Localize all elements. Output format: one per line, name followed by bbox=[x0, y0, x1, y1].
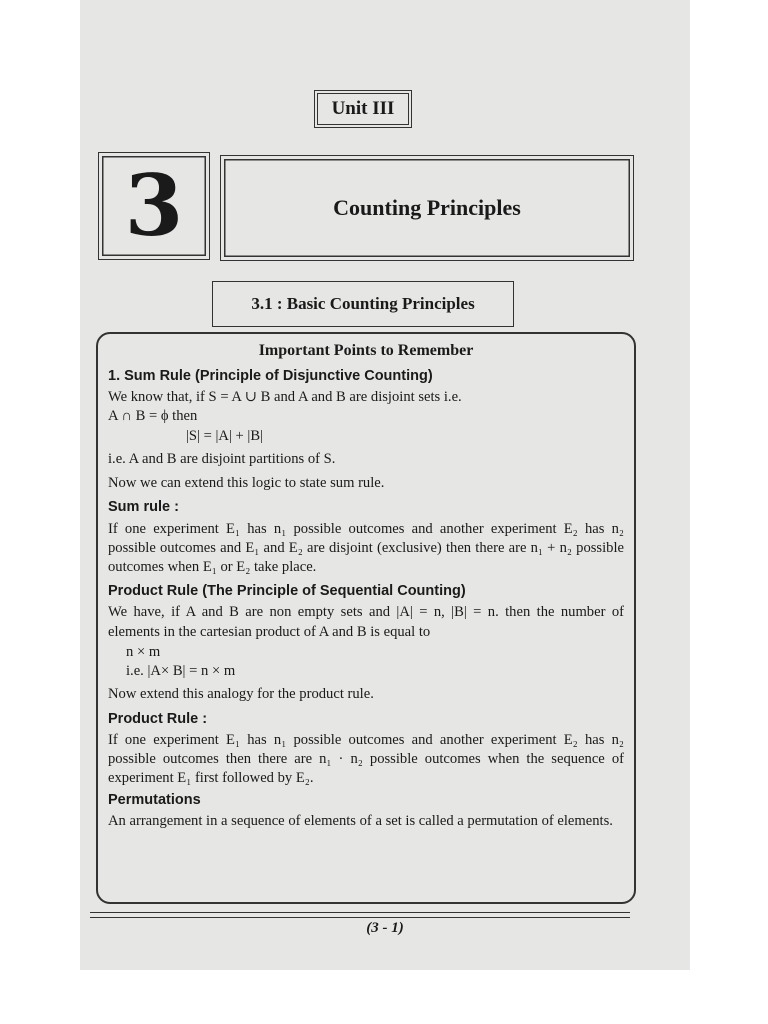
product-rule-text: If one experiment E₁ has n₁ possible outcomes and another experiment E₂ has n₂ possible outcomes then there are n₁ · n₂ possible outcomes when the sequence of experiment E₁ first followed by E₂. bbox=[108, 731, 624, 787]
sum-formula: |S| = |A| + |B| bbox=[186, 427, 263, 444]
sum-partition: i.e. A and B are disjoint partitions of S. bbox=[108, 450, 336, 467]
important-points-box bbox=[96, 332, 636, 904]
sum-extend: Now we can extend this logic to state sum rule. bbox=[108, 475, 385, 492]
product-heading: Product Rule (The Principle of Sequential Counting) bbox=[108, 583, 466, 600]
bottom-rule bbox=[90, 912, 630, 918]
sum-intro-line2: A ∩ B = ϕ then bbox=[108, 408, 198, 425]
product-rule-label: Product Rule : bbox=[108, 710, 208, 727]
book-page bbox=[80, 0, 690, 970]
product-intro: We have, if A and B are non empty sets and |A| = n, |B| = n. then the number of elements in the cartesian product of A and B is equal to bbox=[108, 604, 624, 640]
section-heading: 3.1 : Basic Counting Principles bbox=[212, 281, 514, 327]
product-nm: n × m bbox=[126, 643, 161, 660]
chapter-title: Counting Principles bbox=[220, 155, 634, 261]
permutations-text: An arrangement in a sequence of elements of a set is called a permutation of elements. bbox=[108, 812, 613, 829]
unit-label: Unit III bbox=[314, 90, 412, 128]
sum-rule-heading: 1. Sum Rule (Principle of Disjunctive Counting) bbox=[108, 368, 433, 385]
sum-rule-text: If one experiment E₁ has n₁ possible outcomes and another experiment E₂ has n₂ possible outcomes and E₁ and E₂ are disjoint (exclusive) then there are n₁ + n₂ possible outcomes when E₁ or E₂ take place. bbox=[108, 520, 624, 576]
box-heading: Important Points to Remember bbox=[258, 342, 474, 359]
chapter-number: 3 bbox=[98, 152, 210, 260]
product-extend: Now extend this analogy for the product rule. bbox=[108, 686, 374, 703]
sum-intro-line1: We know that, if S = A ∪ B and A and B are disjoint sets i.e. bbox=[108, 389, 462, 406]
product-formula: i.e. |A× B| = n × m bbox=[126, 663, 236, 680]
permutations-heading: Permutations bbox=[108, 791, 201, 808]
sum-rule-label: Sum rule : bbox=[108, 499, 179, 516]
page-number: (3 - 1) bbox=[366, 920, 404, 936]
